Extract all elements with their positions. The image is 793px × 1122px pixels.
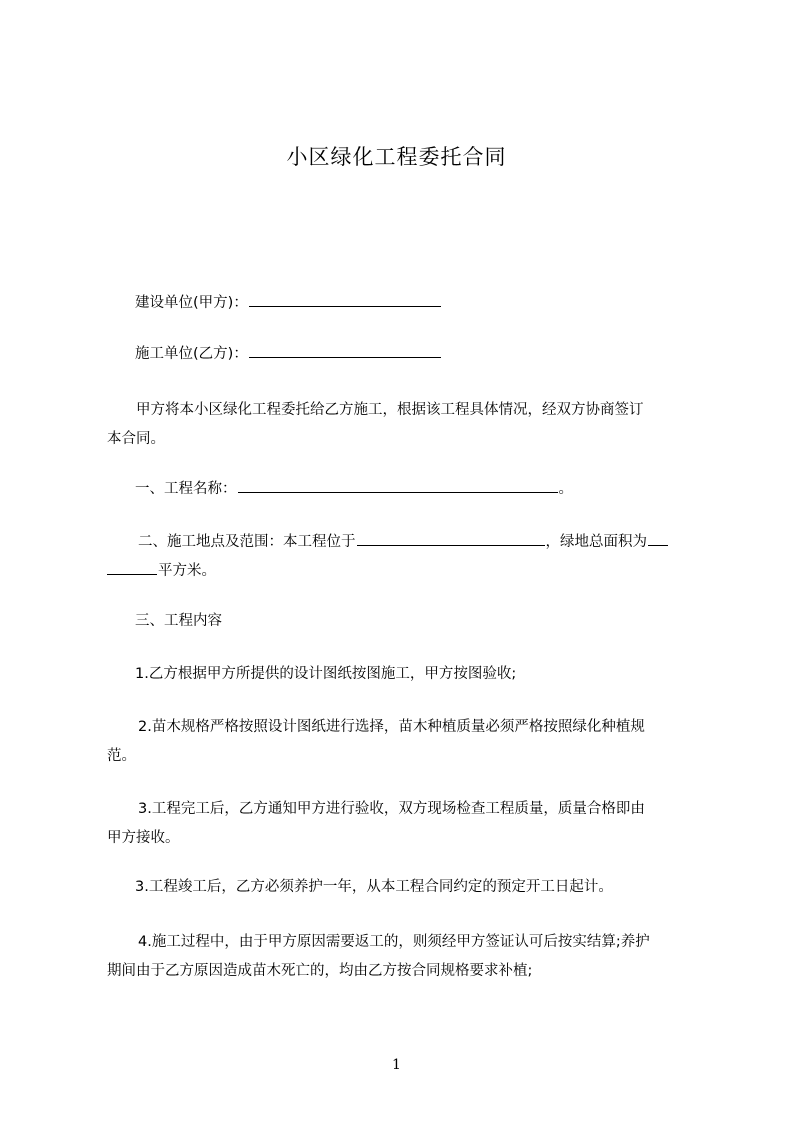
- location-blank[interactable]: [357, 531, 545, 546]
- section-3-heading: 三、工程内容: [135, 613, 222, 629]
- item-3a-line-1: 3.工程完工后，乙方通知甲方进行验收，双方现场检查工程质量，质量合格即由: [138, 801, 645, 817]
- section-2-line-1: [107, 528, 707, 557]
- area-blank-start[interactable]: [648, 531, 668, 546]
- intro-paragraph: [107, 396, 707, 454]
- item-3a-line-2: 甲方接收。: [107, 830, 180, 846]
- party-b-blank[interactable]: [249, 343, 441, 358]
- party-a-line: [135, 292, 442, 313]
- section-1-line: [135, 478, 573, 499]
- item-2-line-2: 范。: [107, 748, 136, 764]
- item-4-line-2: 期间由于乙方原因造成苗木死亡的，均由乙方按合同规格要求补植;: [107, 963, 533, 979]
- section-1-end: 。: [558, 481, 573, 497]
- item-4-line-1: 4.施工过程中，由于甲方原因需要返工的，则须经甲方签证认可后按实结算;养护: [138, 934, 650, 950]
- intro-line-2: 本合同。: [107, 431, 165, 447]
- section-2-label: 二、施工地点及范围：本工程位于: [138, 534, 356, 550]
- page-number: 1: [392, 1057, 401, 1073]
- section-2-line-2: [107, 557, 707, 586]
- section-2-paragraph: [107, 528, 707, 586]
- party-b-line: [135, 343, 442, 364]
- section-3-item-3b: 3.工程竣工后，乙方必须养护一年，从本工程合同约定的预定开工日起计。: [135, 879, 613, 895]
- section-3-item-3a: [107, 795, 707, 853]
- section-3-item-1: 1.乙方根据甲方所提供的设计图纸按图施工，甲方按图验收;: [135, 666, 517, 682]
- item-2-line-1: 2.苗木规格严格按照设计图纸进行选择，苗木种植质量必须严格按照绿化种植规: [138, 719, 645, 735]
- section-3-item-2: [107, 713, 707, 771]
- section-3-item-4: [107, 928, 707, 986]
- section-1-label: 一、工程名称：: [135, 481, 237, 497]
- document-title: 小区绿化工程委托合同: [286, 145, 507, 169]
- party-a-label: 建设单位(甲方)：: [135, 295, 248, 311]
- section-2-mid: ，绿地总面积为: [545, 534, 647, 550]
- party-a-blank[interactable]: [249, 292, 441, 307]
- party-b-label: 施工单位(乙方)：: [135, 346, 248, 362]
- section-2-line-2-end: 平方米。: [158, 563, 216, 579]
- project-name-blank[interactable]: [238, 478, 558, 493]
- area-blank-end[interactable]: [107, 560, 157, 575]
- intro-line-1: 甲方将本小区绿化工程委托给乙方施工，根据该工程具体情况，经双方协商签订: [136, 402, 644, 418]
